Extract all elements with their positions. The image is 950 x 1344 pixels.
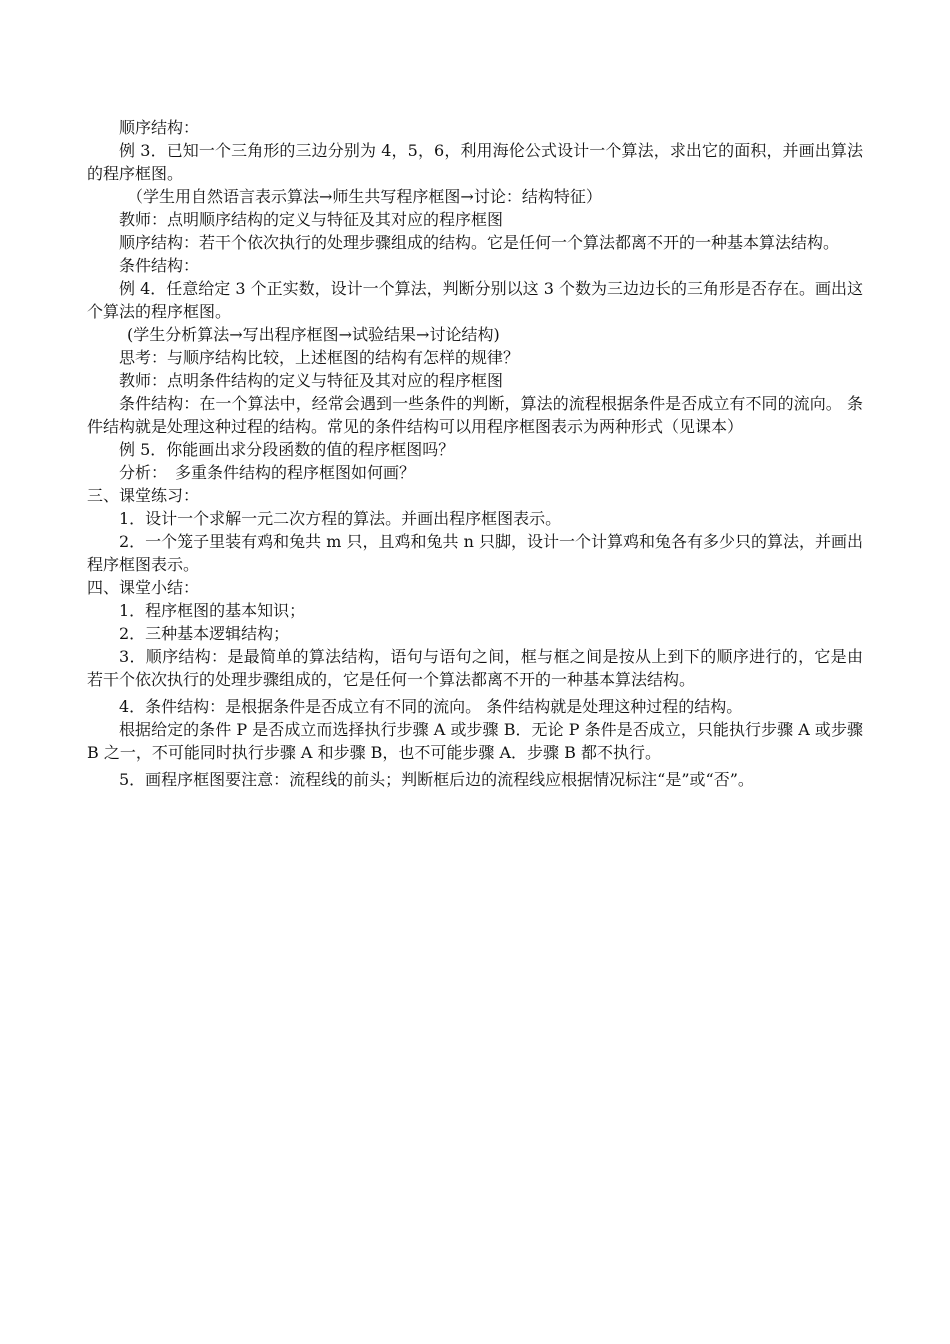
summary-item-4: 4．条件结构：是根据条件是否成立有不同的流向。 条件结构就是处理这种过程的结构。: [119, 697, 743, 716]
paragraph-sequence-heading: 顺序结构：: [119, 118, 200, 137]
paragraph-example-3-activity: （学生用自然语言表示算法→师生共写程序框图→讨论：结构特征）: [127, 187, 602, 206]
summary-item-4-detail: 根据给定的条件 P 是否成立而选择执行步骤 A 或步骤 B．无论 P 条件是否成立，只能执行步骤 A 或步骤 B 之一，不可能同时执行步骤 A 和步骤 B，也不可能步骤 A．步骤 B 都不执行。: [87, 720, 863, 762]
summary-item-1: 1．程序框图的基本知识；: [119, 601, 306, 620]
document-page: [87, 116, 863, 791]
paragraph-condition-definition: 条件结构：在一个算法中，经常会遇到一些条件的判断，算法的流程根据条件是否成立有不同的流向。 条件结构就是处理这种过程的结构。常见的条件结构可以用程序框图表示为两种形式（见课本）: [87, 394, 863, 436]
paragraph-teacher-condition: 教师：点明条件结构的定义与特征及其对应的程序框图: [119, 371, 504, 390]
section-heading-practice: 三、课堂练习：: [87, 486, 200, 505]
summary-item-3: 3．顺序结构：是最简单的算法结构，语句与语句之间，框与框之间是按从上到下的顺序进行的，它是由若干个依次执行的处理步骤组成的，它是任何一个算法都离不开的一种基本算法结构。: [87, 647, 863, 689]
paragraph-condition-heading: 条件结构：: [119, 256, 200, 275]
section-heading-summary: 四、课堂小结：: [87, 578, 200, 597]
paragraph-analysis: 分析： 多重条件结构的程序框图如何画？: [119, 463, 416, 482]
paragraph-teacher-sequence: 教师：点明顺序结构的定义与特征及其对应的程序框图: [119, 210, 504, 229]
paragraph-thinking: 思考：与顺序结构比较，上述框图的结构有怎样的规律？: [119, 348, 520, 367]
paragraph-example-3: 例 3．已知一个三角形的三边分别为 4，5，6，利用海伦公式设计一个算法，求出它的面积，并画出算法的程序框图。: [87, 141, 863, 183]
practice-item-1: 1．设计一个求解一元二次方程的算法。并画出程序框图表示。: [119, 509, 562, 528]
summary-item-5: 5．画程序框图要注意：流程线的前头；判断框后边的流程线应根据情况标注“是”或“否”。: [119, 770, 754, 789]
paragraph-example-4: 例 4．任意给定 3 个正实数，设计一个算法，判断分别以这 3 个数为三边边长的三角形是否存在。画出这个算法的程序框图。: [87, 279, 863, 321]
practice-item-2: 2．一个笼子里装有鸡和兔共 m 只，且鸡和兔共 n 只脚，设计一个计算鸡和兔各有多少只的算法，并画出程序框图表示。: [87, 532, 864, 574]
summary-item-2: 2．三种基本逻辑结构；: [119, 624, 290, 643]
paragraph-example-4-activity: (学生分析算法→写出程序框图→试验结果→讨论结构): [127, 325, 500, 344]
paragraph-sequence-definition: 顺序结构：若干个依次执行的处理步骤组成的结构。它是任何一个算法都离不开的一种基本算法结构。: [119, 233, 840, 252]
paragraph-example-5: 例 5．你能画出求分段函数的值的程序框图吗？: [119, 440, 455, 459]
